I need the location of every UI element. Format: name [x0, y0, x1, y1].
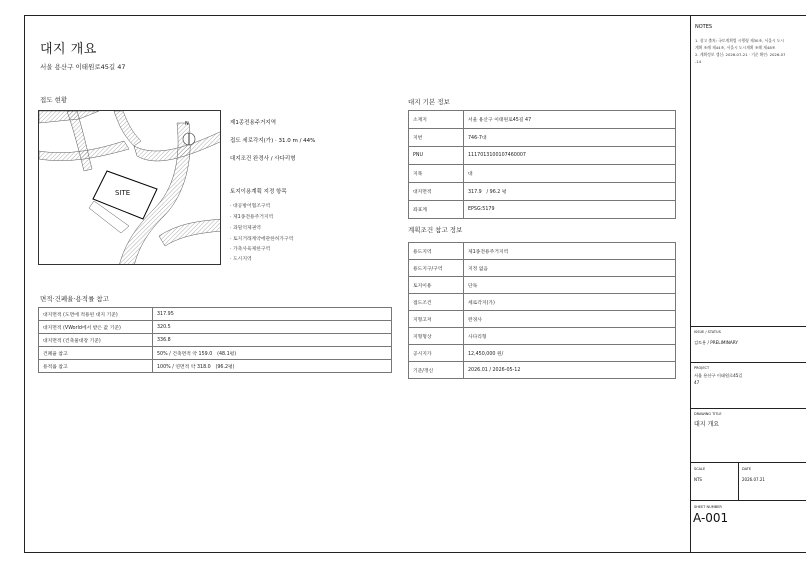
project-label: PROJECT — [694, 366, 710, 370]
site-label: SITE — [115, 189, 131, 197]
table-row: 좌표계 EPSG:5179 — [409, 201, 676, 219]
road-map-drawing — [39, 111, 221, 265]
page-title: 대지 개요 — [40, 42, 97, 57]
scale-date-divider — [738, 462, 739, 500]
section-basic-heading: 대지 기본 정보 — [408, 98, 450, 106]
table-row: 용적률 참고 100% / 연면적 약 318.0 (96.2평) — [39, 360, 392, 373]
issue-value: 검토용 / PRELIMINARY — [694, 340, 738, 345]
notes-label: NOTES — [695, 24, 713, 30]
site-map — [38, 110, 221, 265]
note-line: 2. 계획정보 갱신: 2026-07-21 · 기준 확인: 2026-07 — [695, 52, 786, 57]
title-block-rule — [691, 326, 806, 327]
scale-value: NTS — [694, 477, 702, 482]
table-row: 기준/갱신 2026.01 / 2026-05-12 — [409, 362, 676, 379]
road-text: 접도 세로각지(가) · 31.0 m / 44% — [230, 138, 316, 144]
section-area-heading: 면적·건폐율·용적률 참고 — [40, 295, 109, 303]
drawing-title-value: 대지 개요 — [694, 421, 720, 428]
landuse-item: · 과밀억제권역 — [230, 226, 261, 231]
table-row: 대지면적 (건축물대장 기준) 336.8 — [39, 334, 392, 347]
title-block-rule — [691, 500, 806, 501]
table-row: 지번 746-7대 — [409, 129, 676, 147]
landuse-item: · 대공방어협조구역 — [230, 204, 271, 209]
section-map-heading: 접도 현황 — [40, 96, 68, 104]
table-row: PNU 1117013100107460007 — [409, 147, 676, 165]
title-block-rule — [691, 408, 806, 409]
project-value: 서울 용산구 이태원로45길 — [694, 373, 743, 378]
sheet-number-label: SHEET NUMBER — [694, 505, 722, 509]
table-row: 지형형상 사다리형 — [409, 328, 676, 345]
north-label: N — [185, 121, 189, 127]
landuse-item: · 제1종전용주거지역 — [230, 215, 274, 220]
area-table — [38, 307, 392, 373]
plan-info-table — [408, 242, 676, 379]
table-row: 토지이용 단독 — [409, 277, 676, 294]
table-row: 용도지구/구역 지정 없음 — [409, 260, 676, 277]
table-row: 대지면적 317.9 / 96.2 평 — [409, 183, 676, 201]
note-line: -14 — [695, 59, 702, 64]
basic-info-table — [408, 110, 676, 219]
site-address: 서울 용산구 이태원로45길 47 — [40, 63, 126, 71]
landuse-heading: 토지이용계획 지정 항목 — [230, 189, 287, 195]
note-line: 계획 조례 제44조, 서울시 도시계획 조례 제48조 — [695, 45, 776, 50]
title-block-rule — [691, 462, 806, 463]
condition-text: 대지조건 완경사 / 사다리형 — [230, 156, 296, 162]
table-row: 대지면적 (도면에 적용된 대지 기준) 317.95 — [39, 308, 392, 321]
table-row: 용도지역 제1종전용주거지역 — [409, 243, 676, 260]
drawing-title-label: DRAWING TITLE — [694, 412, 722, 416]
table-row: 대지면적 (VWorld에서 받은 값 기준) 320.5 — [39, 321, 392, 334]
table-row: 건폐율 참고 50% / 건축면적 약 159.0 (48.1평) — [39, 347, 392, 360]
landuse-item: · 가축사육제한구역 — [230, 247, 271, 252]
landuse-item: · 토지거래계약에관한허가구역 — [230, 237, 294, 242]
sheet-number-value: A-001 — [693, 511, 729, 525]
title-block-divider — [690, 15, 691, 553]
scale-label: SCALE — [694, 467, 706, 471]
project-value-line2: 47 — [694, 380, 700, 385]
note-line: 1. 참고 출처: 국토계획법 시행령 제30조, 서울시 도시 — [695, 38, 785, 43]
table-row: 소재지 서울 용산구 이태원로45길 47 — [409, 111, 676, 129]
table-row: 지형고저 완경사 — [409, 311, 676, 328]
zone-text: 제1종전용주거지역 — [230, 120, 277, 126]
date-value: 2026.07.21 — [742, 477, 765, 482]
table-row: 접도조건 세로각지(가) — [409, 294, 676, 311]
title-block-rule — [691, 362, 806, 363]
table-row: 지목 대 — [409, 165, 676, 183]
table-row: 공시지가 12,450,000 원/ — [409, 345, 676, 362]
section-plan-heading: 계획조건 참고 정보 — [408, 226, 463, 234]
landuse-item: · 도시지역 — [230, 257, 252, 262]
issue-label: ISSUE / STATUS — [694, 330, 721, 334]
date-label: DATE — [742, 467, 752, 471]
